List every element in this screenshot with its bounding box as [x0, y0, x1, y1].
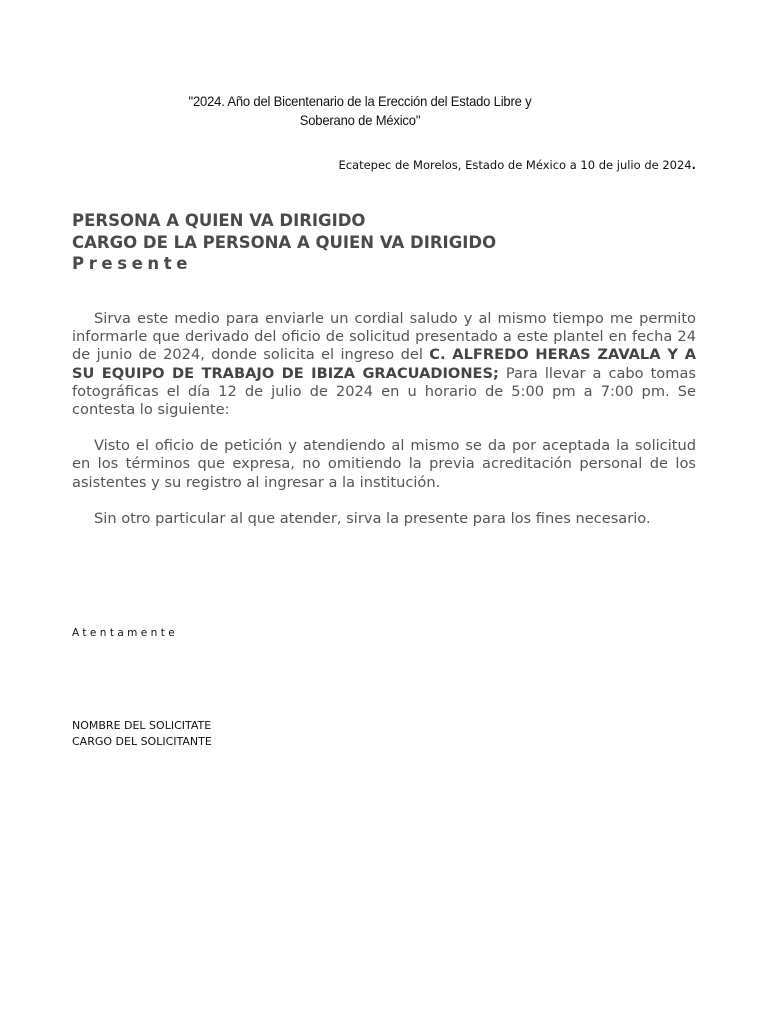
signer-position: CARGO DEL SOLICITANTE [72, 735, 212, 748]
place-date-period: . [691, 158, 696, 172]
recipient-block [72, 210, 496, 275]
letter-body [72, 310, 696, 546]
motto-line-2: Soberano de México" [299, 112, 421, 128]
recipient-greeting: Presente [72, 254, 193, 273]
signer-name: NOMBRE DEL SOLICITATE [72, 719, 212, 732]
place-date-text: Ecatepec de Morelos, Estado de México a 10 de julio de 2024 [338, 158, 692, 172]
official-year-motto [165, 92, 556, 130]
paragraph-1-intro: Sirva este medio para enviarle un cordial saludo y al mismo tiempo me permito informarle que derivado del oficio de solicitud presentado a este plantel en fecha 24 de junio de 2024, donde solicita el ingreso del [72, 310, 696, 364]
motto-line-1: "2024. Año del Bicentenario de la Erección del Estado Libre y [188, 93, 532, 109]
body-paragraph-3: Sin otro particular al que atender, sirva la presente para los fines necesario. [94, 509, 651, 527]
recipient-name: PERSONA A QUIEN VA DIRIGIDO [72, 211, 366, 230]
body-paragraph-2: Visto el oficio de petición y atendiendo al mismo se da por aceptada la solicitud en los términos que expresa, no omitiendo la previa acreditación personal de los asistentes y su registro al ingresar a la institución. [72, 437, 696, 491]
recipient-position: CARGO DE LA PERSONA A QUIEN VA DIRIGIDO [72, 232, 497, 252]
body-paragraph-1 [72, 310, 696, 419]
place-and-date [338, 158, 696, 172]
valediction: Atentamente [72, 627, 179, 639]
paragraph-1-rest: Para llevar a cabo tomas fotográficas el día 12 de julio de 2024 en u horario de 5:00 pm a 7:00 pm. Se contesta lo siguiente: [72, 364, 696, 419]
paragraph-1-highlight: C. ALFREDO HERAS ZAVALA Y A SU EQUIPO DE TRABAJO DE IBIZA GRACUADIONES; [72, 346, 696, 382]
signer-block [72, 718, 212, 750]
